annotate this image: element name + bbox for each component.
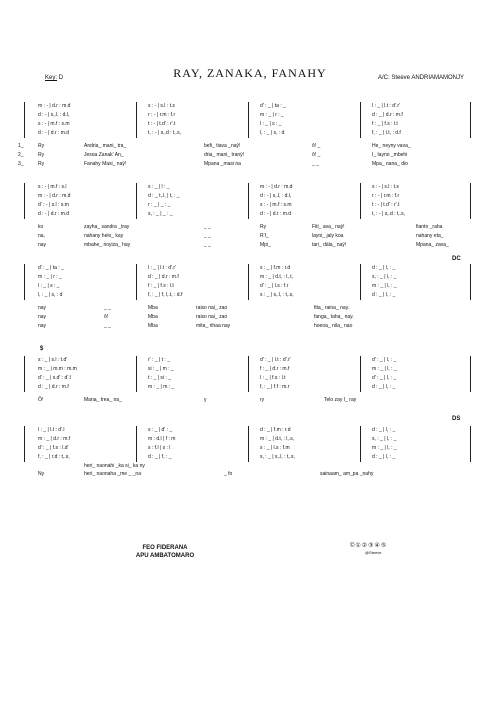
lyric: fita_ raina_ nay. [314, 305, 350, 311]
soprano-line [24, 264, 470, 273]
lyric: nay [38, 323, 47, 329]
measure-group: d' : _ | l, : _ [372, 357, 397, 363]
lyric-lower [24, 470, 470, 479]
measure-group: d' : _ | f.s : l.d' [38, 445, 69, 451]
lyric: fanga_ taha_ nay. [314, 314, 354, 320]
measure-group: s : _ | f.m : r.d [260, 265, 291, 271]
lyric: nay [38, 242, 47, 248]
lyric: Mba [148, 305, 158, 311]
lyric: heri_ naonaha _me _ _na [84, 471, 141, 477]
segno-marker: $ [40, 346, 44, 352]
lyric: mita_ rihaa nay [196, 323, 231, 329]
tenor-line [24, 444, 470, 453]
measure-group: m : _ | l, : _ [372, 366, 397, 372]
lyric: Mpa_ nana_ dio [372, 161, 408, 167]
measure-group: s : _ | l : _ [148, 184, 170, 190]
lyric: He_ neyny vava_ [372, 143, 411, 149]
measure-group: d' : _ | l, : _ [372, 375, 397, 381]
bass-line [24, 210, 470, 219]
measure-group: f, : _ | l.t, : d.f [372, 130, 401, 136]
lyric-verse-3 [24, 241, 470, 250]
measure-group: m : _ | l, : _ [372, 445, 397, 451]
measure-group: d : _ | f, : _ [148, 454, 172, 460]
measure-group: s, : _ | l, : _ [372, 436, 397, 442]
measure-group: l : _ | s : _ [38, 283, 60, 289]
measure-group: t : _ | si : _ [148, 375, 171, 381]
measure-group: s : - | m.f : s.m [260, 202, 292, 208]
lyric: nahany eta_ [416, 233, 444, 239]
measure-group: si : _ | m : _ [148, 366, 174, 372]
tenor-line [24, 120, 470, 129]
soprano-line [24, 426, 470, 435]
score-system-4 [24, 356, 470, 411]
measure-group: l : _ | l.t : d'.r' [372, 103, 400, 109]
lyric: hoeoa_ nila_ nao [314, 323, 353, 329]
measure-group: l : _ | l.t : d'.r' [148, 265, 176, 271]
measure-group: f : _ | d.r : m.f [260, 366, 290, 372]
lyric: Ry [38, 161, 45, 167]
lyric: tari_ dàla_ naỳ! [312, 242, 347, 248]
measure-group: d : _ | l, : _ [372, 427, 396, 433]
measure-group: f : _ | f.s : l.t [148, 283, 174, 289]
footer-parish-name: APU AMBATOMARO [135, 553, 195, 559]
lyric: Mpana _masi na [204, 161, 241, 167]
lyric: Ry [38, 143, 45, 149]
score-system-2 [24, 183, 470, 258]
lyric-verse-1 [24, 396, 470, 405]
lyric-verse-1 [24, 304, 470, 313]
lyric: ô! _ [312, 143, 321, 149]
author-credit: A/C: Steeve ANDRIAMAMONJY [378, 75, 465, 81]
measure-group: d : _ | l, : _ [372, 292, 396, 298]
alto-line [24, 273, 470, 282]
measure-group: m : - | d.r : m.d [38, 103, 71, 109]
measure-group: s, : _ | _ : _ [148, 211, 173, 217]
tenor-line [24, 282, 470, 291]
measure-group: s : - | s.l : t.s [148, 103, 175, 109]
measure-group: d' : _ | ta : _ [260, 103, 286, 109]
bass-line [24, 129, 470, 138]
lyric: Fanahy Masi_ naỳ! [84, 161, 127, 167]
measure-group: r : - | r.m : f.r [372, 193, 400, 199]
lyric: _ _ [104, 323, 111, 329]
alto-line [24, 365, 470, 374]
soprano-line [24, 356, 470, 365]
lyric: Mana_ trea_ na_ [84, 397, 122, 403]
lyric-verse-3 [24, 322, 470, 331]
lyric: y [204, 397, 207, 403]
measure-group: d' : - | s.l : s.m [38, 202, 69, 208]
lyric: Ny [38, 471, 45, 477]
measure-group: s : _ | l.s : f.m [260, 445, 290, 451]
measure-group: m : d.l | f : m [148, 436, 176, 442]
measure-group: s : _ | s.l : t.d' [38, 357, 68, 363]
lyric: raiso nai_ zao [196, 305, 228, 311]
measure-group: d : - | d.r : m.d [260, 211, 292, 217]
bass-line [24, 291, 470, 300]
measure-group: d : _ | d.r : m.f [148, 274, 179, 280]
measure-group: d : - | s,.l, : d.l, [260, 193, 292, 199]
measure-group: d : _ | l, : _ [372, 384, 396, 390]
verse-number: 3_ [18, 161, 24, 167]
lyric: ô! [104, 314, 109, 320]
measure-group: l : _ | l.t : d'.l [38, 427, 65, 433]
measure-group: f, : _ | f.f : m.r [260, 384, 290, 390]
measure-group: m : - | d.r : m.d [38, 193, 71, 199]
lyric: _ _ [104, 305, 111, 311]
measure-group: t, : - | s,.d : t,.s, [148, 130, 181, 136]
measure-group: d : _ t,.l, | t, : _ [148, 193, 180, 199]
lyric: Ry [260, 224, 267, 230]
lyric: Mba [148, 323, 158, 329]
measure-group: l, : _ | s, : d [38, 292, 63, 298]
measure-group: m : _ | d.r : m.f [38, 436, 71, 442]
measure-group: t : - | t.d' : r'.t [148, 121, 176, 127]
lyric: nay [38, 314, 47, 320]
measure-group: r' : _ | t : _ [148, 357, 170, 363]
alto-line [24, 111, 470, 120]
measure-group: d : - | d.r : m.d [38, 211, 70, 217]
measure-group: m : _ | m.m : m.m [38, 366, 77, 372]
measure-group: l, : _ | s, : d [260, 130, 285, 136]
measure-group: t : - | t.d' : r'.t [372, 202, 400, 208]
measure-group: s : _ | s,.l, : t,.s, [260, 292, 294, 298]
measure-group: d : _ | l, : _ [372, 265, 396, 271]
alto-line [24, 192, 470, 201]
measure-group: d : _ | l, : _ [372, 454, 396, 460]
measure-group: d' : _ | ta : _ [38, 265, 64, 271]
measure-group: s : - | s.l : t.s [372, 184, 399, 190]
lyric: dria_ mani_ tranỳ! [204, 152, 245, 158]
measure-group: f : _ | f.s : l.t [372, 121, 398, 127]
measure-group: r : _ | _ : _ [148, 202, 171, 208]
measure-group: d : - | d.r : m.d [38, 130, 70, 136]
lyric: raiso nai_ zao [196, 314, 228, 320]
lyric-verse-1 [24, 223, 470, 232]
lyric: ô! _ [312, 152, 321, 158]
alto-line [24, 435, 470, 444]
lyric: Fiti_ ava_ naỳ! [312, 224, 345, 230]
measure-group: m : _ | d.t, : l,.t, [260, 274, 293, 280]
measure-group: s, : _ | l, : _ [372, 274, 397, 280]
lyric: Mba [148, 314, 158, 320]
key-label: Key: [45, 75, 58, 81]
bass-line [24, 453, 470, 462]
measure-group: s : _ | d' : _ [148, 427, 173, 433]
key-value: D [58, 75, 64, 81]
measure-group: r : - | r.m : f.r [148, 112, 176, 118]
measure-group: d' : _ | l.s : f.r [260, 283, 289, 289]
lyric: Jesoa Zanak' An_ [84, 152, 124, 158]
measure-group: l : _ | f.s : l.t [260, 375, 286, 381]
soprano-line [24, 183, 470, 192]
measure-group: t, : - | s,.d : t,.s, [372, 211, 405, 217]
page-title: RAY, ZANAKA, FANAHY [173, 66, 327, 80]
score-system-1 [18, 102, 470, 182]
lyric: fianto _raha [416, 224, 443, 230]
lyric: Mpi_ [260, 242, 271, 248]
lyric: befi_ tiava _naỳ! [204, 143, 241, 149]
measure-group: d : _ | d.r : m.f [372, 112, 403, 118]
measure-group: m : - | d.r : m.d [260, 184, 293, 190]
lyric-verse-2 [18, 151, 470, 160]
measure-group: m : _ | r : _ [38, 274, 62, 280]
score-system-5 [24, 426, 470, 486]
lyric-verse-3 [18, 160, 470, 169]
measure-group: d : - | s,.l, : d.l, [38, 112, 70, 118]
measure-group: d' : _ | s.d' : d'.l [38, 375, 71, 381]
dc-marker: DC [452, 256, 461, 262]
measure-group: s : - | m.f : s.m [38, 121, 70, 127]
measure-group: d' : _ | l.t : d'.r' [260, 357, 291, 363]
lyric: I_ layno _mbehi [372, 152, 408, 158]
tenor-line [24, 374, 470, 383]
footer-signature: @Steeve [365, 550, 382, 555]
lyric-verse-2 [24, 232, 470, 241]
measure-group: l : _ | s : _ [260, 121, 282, 127]
measure-group: m : _ | m : _ [148, 384, 175, 390]
lyric: na, [38, 233, 45, 239]
lyric-verse-2 [24, 313, 470, 322]
lyric: heri_ naonahi _ka si_ ka ny [84, 463, 145, 469]
lyric: R'I_ [260, 233, 269, 239]
measure-group: m : _ | l, : _ [372, 283, 397, 289]
measure-group: d : _ | f.m : r.d [260, 427, 291, 433]
lyric: _ _ [312, 161, 319, 167]
verse-number: 2_ [18, 152, 24, 158]
lyric: nay [38, 305, 47, 311]
lyric: ko [38, 224, 44, 230]
measure-group: m : _ | d.t, : l,.s, [260, 436, 295, 442]
lyric: _ _ [204, 242, 211, 248]
measure-group: s : - | m.f : s.l [38, 184, 67, 190]
lyric: mbahe_ noyiza_ hay [84, 242, 131, 248]
score-system-3 [24, 264, 470, 339]
footer-choir-name: FEO FIDERANA [142, 545, 188, 551]
measure-group: s : f.l | s : l [148, 445, 171, 451]
lyric: layni_ jaly koa [312, 233, 344, 239]
lyric: nahany helo_ kay [84, 233, 124, 239]
lyric: _ _ [204, 233, 211, 239]
lyric: Andria_ mani_ tra_ [84, 143, 127, 149]
measure-group: f, : _ | f, l,.t, : d.f [148, 292, 183, 298]
lyric: zayha_ sandra _tray [84, 224, 130, 230]
lyric: _ fo [224, 471, 233, 477]
lyric: Ry [38, 152, 45, 158]
lyric: _ _ [204, 224, 211, 230]
footer-copyright-symbols: ©①②③④⑤ [350, 543, 388, 549]
lyric: ry [260, 397, 265, 403]
lyric-verse-1 [18, 142, 470, 151]
lyric: sainaam_ am_pa _nahy [320, 471, 374, 477]
lyric: Ô! [38, 397, 44, 403]
measure-group: m : _ | r : _ [260, 112, 284, 118]
ds-marker: DS [452, 416, 461, 422]
bass-line [24, 383, 470, 392]
soprano-line [24, 102, 470, 111]
tenor-line [24, 201, 470, 210]
lyric: Mpana_ zava_ [416, 242, 449, 248]
measure-group: s, : _ | s,.l, : t,.s, [260, 454, 295, 460]
verse-number: 1_ [18, 143, 24, 149]
measure-group: d : _ | d.r : m.f [38, 384, 69, 390]
measure-group: f, : _ | r.d : t,.s, [38, 454, 70, 460]
lyric: Telo zay I_ ray [324, 397, 357, 403]
